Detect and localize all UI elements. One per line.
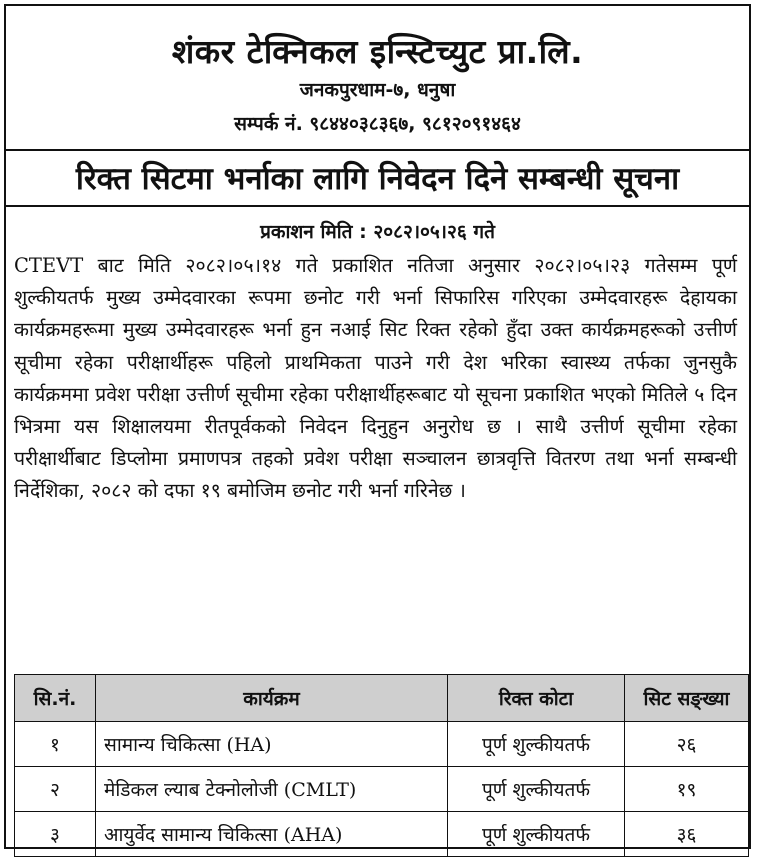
cell-quota: पूर्ण शुल्कीयतर्फ [448,767,625,812]
cell-serial-number: २ [15,767,96,812]
table-row [15,722,749,767]
notice-title: रिक्त सिटमा भर्नाका लागि निवेदन दिने सम्बन्धी सूचना [6,149,749,207]
header-serial-number: सि.नं. [15,675,96,722]
header-quota: रिक्त कोटा [448,675,625,722]
organization-address: जनकपुरधाम-७, धनुषा [299,79,456,101]
cell-quota: पूर्ण शुल्कीयतर्फ [448,812,625,857]
cell-serial-number: ३ [15,812,96,857]
vacant-seats-table [14,674,749,857]
header-seat-count: सिट सङ्ख्या [625,675,749,722]
cell-seat-count: ३६ [625,812,749,857]
notice-frame [4,4,751,849]
table-row [15,767,749,812]
header-program: कार्यक्रम [96,675,448,722]
cell-program: आयुर्वेद सामान्य चिकित्सा (AHA) [96,812,448,857]
cell-quota: पूर्ण शुल्कीयतर्फ [448,722,625,767]
cell-program: मेडिकल ल्याब टेक्नोलोजी (CMLT) [96,767,448,812]
cell-serial-number: १ [15,722,96,767]
table-row [15,812,749,857]
cell-seat-count: २६ [625,722,749,767]
notice-body: CTEVT बाट मिति २०८२।०५।१४ गते प्रकाशित नतिजा अनुसार २०८२।०५।२३ गतेसम्म पूर्ण शुल्कीयतर्फ मुख्य उम्मेदवारका रूपमा छनोट गरी भर्ना सिफारिस गरिएका उम्मेदवारहरू देहायका कार्यक्रमहरूमा मुख्य उम्मेदवारहरू भर्ना हुन नआई सिट रिक्त रहेको हुँदा उक्त कार्यक्रमहरूको उत्तीर्ण सूचीमा रहेका परीक्षार्थीहरू पहिलो प्राथमिकता पाउने गरी देश भरिका स्वास्थ्य तर्फका जुनसुकै कार्यक्रममा प्रवेश परीक्षा उत्तीर्ण सूचीमा रहेका परीक्षार्थीहरूबाट यो सूचना प्रकाशित भएको मितिले ५ दिन भित्रमा यस शिक्षालयमा रीतपूर्वकको निवेदन दिनुहुन अनुरोध छ । साथै उत्तीर्ण सूचीमा रहेका परीक्षार्थीबाट डिप्लोमा प्रमाणपत्र तहको प्रवेश परीक्षा सञ्चालन छात्रवृत्ति वितरण तथा भर्ना सम्बन्धी निर्देशिका, २०८२ को दफा १९ बमोजिम छनोट गरी भर्ना गरिनेछ । [14,254,737,503]
publication-date: प्रकाशन मिति : २०८२।०५।२६ गते [260,221,495,243]
table-header-row [15,675,749,722]
organization-name: शंकर टेक्निकल इन्स्टिच्युट प्रा.लि. [171,32,584,71]
cell-program: सामान्य चिकित्सा (HA) [96,722,448,767]
cell-seat-count: १९ [625,767,749,812]
organization-contact: सम्पर्क नं. ९८४४०३८३६७, ९८१२०९१४६४ [234,113,521,135]
